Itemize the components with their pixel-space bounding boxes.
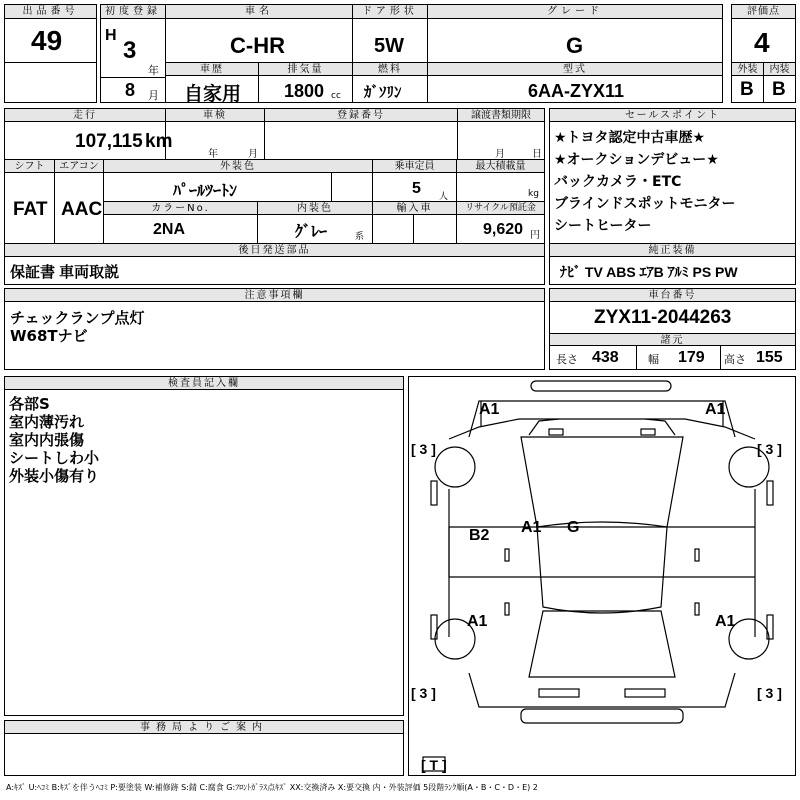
car-name-label: 車名 <box>166 5 352 19</box>
history: 自家用 <box>184 84 242 105</box>
sales-point-label: セールスポイント <box>550 109 795 122</box>
inspector-line: 室内薄汚れ <box>9 413 85 431</box>
door-label: ドア形状 <box>352 5 427 19</box>
caution-box <box>4 288 545 370</box>
transfer-day-unit: 日 <box>532 149 542 160</box>
max-load-label: 最大積載量 <box>457 160 544 173</box>
length-label: 長さ <box>556 353 578 366</box>
score-label: 評価点 <box>732 5 795 19</box>
car-outline-svg <box>409 377 795 775</box>
later-parts: 保証書 車両取説 <box>10 264 120 281</box>
tire-mark: [ 3 ] <box>757 441 782 457</box>
damage-mark: A1 <box>521 519 542 536</box>
transfer-month-unit: 月 <box>495 149 505 160</box>
height-label: 高さ <box>724 353 746 366</box>
caution-line: W68Tナビ <box>10 327 88 345</box>
sales-point-item: ブラインドスポットモニター <box>554 196 736 212</box>
caution-label: 注意事項欄 <box>5 289 544 302</box>
import-label: 輸入車 <box>373 202 456 215</box>
recycle-fee: 9,620 <box>483 221 524 238</box>
transfer-label: 譲渡書類期限 <box>458 109 544 122</box>
office-label: 事務局よりご案内 <box>5 721 403 734</box>
damage-mark: A1 <box>479 401 500 418</box>
ext-label: 外装 <box>732 63 763 76</box>
chassis-number: ZYX11-2044263 <box>594 307 732 328</box>
recycle-unit: 円 <box>530 230 540 241</box>
fuel-label: 燃料 <box>353 63 427 76</box>
registration-label: 登録番号 <box>265 109 457 122</box>
int-color-label: 内装色 <box>258 202 372 215</box>
tire-mark: [ 3 ] <box>411 685 436 701</box>
inspector-line: シートしわ小 <box>9 449 100 467</box>
lot-box <box>4 4 97 103</box>
mileage-label: 走行 <box>5 109 165 122</box>
score: 4 <box>754 27 770 58</box>
capacity-label: 乗車定員 <box>373 160 456 173</box>
shift-label: シフト <box>5 160 54 173</box>
inspector-box <box>4 376 404 716</box>
ext-score: B <box>740 79 754 100</box>
damage-mark: A1 <box>467 613 488 630</box>
width: 179 <box>678 349 705 366</box>
caution-lines <box>10 309 145 345</box>
mileage: 107,115 <box>75 131 143 152</box>
length: 438 <box>592 349 619 366</box>
main-top-box <box>165 4 723 103</box>
tire-mark: [ 3 ] <box>411 441 436 457</box>
ext-color-label: 外装色 <box>104 160 372 173</box>
shift: FAT <box>13 199 48 220</box>
int-label: 内装 <box>764 63 795 76</box>
capacity-unit: 人 <box>439 192 449 202</box>
office-box <box>4 720 404 776</box>
caution-line: チェックランプ点灯 <box>10 309 145 327</box>
first-reg-label: 初度登録 <box>101 5 165 19</box>
damage-mark: B2 <box>469 527 490 544</box>
inspector-line: 室内内張傷 <box>9 431 85 449</box>
width-label: 幅 <box>648 353 659 366</box>
chassis-label: 車台番号 <box>550 289 795 302</box>
cc-unit: cc <box>331 91 341 101</box>
ext-color: ﾊﾟｰﾙﾂｰﾄﾝ <box>173 183 238 200</box>
spare-tire-mark: [ T ] <box>421 757 447 773</box>
specs-label: 諸元 <box>550 333 795 346</box>
car-diagram <box>408 376 796 776</box>
inspector-lines <box>9 395 99 485</box>
equipment-label: 純正装備 <box>550 244 795 257</box>
sales-point-item: シートヒーター <box>554 218 652 234</box>
int-score: B <box>772 79 786 100</box>
int-color: ｸﾞﾚｰ <box>295 224 328 241</box>
equipment: ﾅﾋﾞ TV ABS ｴｱB ｱﾙﾐ PS PW <box>560 264 738 280</box>
damage-mark: G <box>567 519 580 536</box>
sales-point-list <box>554 127 735 237</box>
history-label: 車歴 <box>166 63 258 76</box>
lot-label: 出品番号 <box>5 5 96 19</box>
aircon: AAC <box>61 199 103 220</box>
detail-box <box>4 108 545 285</box>
sales-point-item: ★オークションデビュー★ <box>554 152 719 168</box>
era: H <box>105 27 117 44</box>
displacement-label: 排気量 <box>259 63 352 76</box>
height: 155 <box>756 349 783 366</box>
damage-mark: A1 <box>715 613 736 630</box>
door-type: 5W <box>374 35 404 57</box>
int-color-unit: 系 <box>355 232 365 242</box>
recycle-label: リサイクル預託金 <box>457 202 544 215</box>
max-load-unit: kg <box>528 189 539 199</box>
inspector-line: 外装小傷有り <box>9 467 100 485</box>
first-registration-box <box>100 4 166 103</box>
color-no: 2NA <box>153 221 186 238</box>
reg-month: 8 <box>125 80 136 100</box>
mileage-unit: km <box>145 131 173 152</box>
model-label: 型式 <box>428 63 722 76</box>
model-code: 6AA-ZYX11 <box>528 81 625 101</box>
lot-number: 49 <box>31 25 63 56</box>
insp-year-unit: 年 <box>208 149 218 160</box>
grade-label: グレード <box>427 5 722 19</box>
inspection-label: 車検 <box>166 109 264 122</box>
capacity: 5 <box>412 180 421 197</box>
inspector-label: 検査員記入欄 <box>5 377 403 390</box>
sales-point-item: ★トヨタ認定中古車歴★ <box>554 130 706 146</box>
inspector-line: 各部S <box>9 395 50 413</box>
sales-point-item: バックカメラ・ETC <box>554 174 682 190</box>
legend: A:ｷｽﾞ U:ﾍｺﾐ B:ｷｽﾞを伴うﾍｺﾐ P:要塗装 W:補修跡 S:錆 C:腐食 G:ﾌﾛﾝﾄｶﾞﾗｽ点ｷｽﾞ XX:交換済み X:要交換 内・外装評価 5段階ﾗﾝｸ順(A・B・C・D・E) 2 <box>6 783 538 792</box>
year-unit: 年 <box>148 64 159 77</box>
aircon-label: エアコン <box>55 160 103 173</box>
score-box <box>731 4 796 103</box>
grade: G <box>566 33 584 58</box>
color-no-label: カラーNo. <box>104 202 257 215</box>
displacement: 1800 <box>284 81 325 101</box>
fuel: ｶﾞｿﾘﾝ <box>364 84 402 101</box>
insp-month-unit: 月 <box>248 149 258 160</box>
tire-mark: [ 3 ] <box>757 685 782 701</box>
month-unit: 月 <box>148 89 159 102</box>
damage-mark: A1 <box>705 401 726 418</box>
chassis-box <box>549 288 796 370</box>
sales-point-box <box>549 108 796 285</box>
reg-year: 3 <box>123 37 137 64</box>
car-name: C-HR <box>230 33 285 58</box>
later-parts-label: 後日発送部品 <box>5 244 544 257</box>
